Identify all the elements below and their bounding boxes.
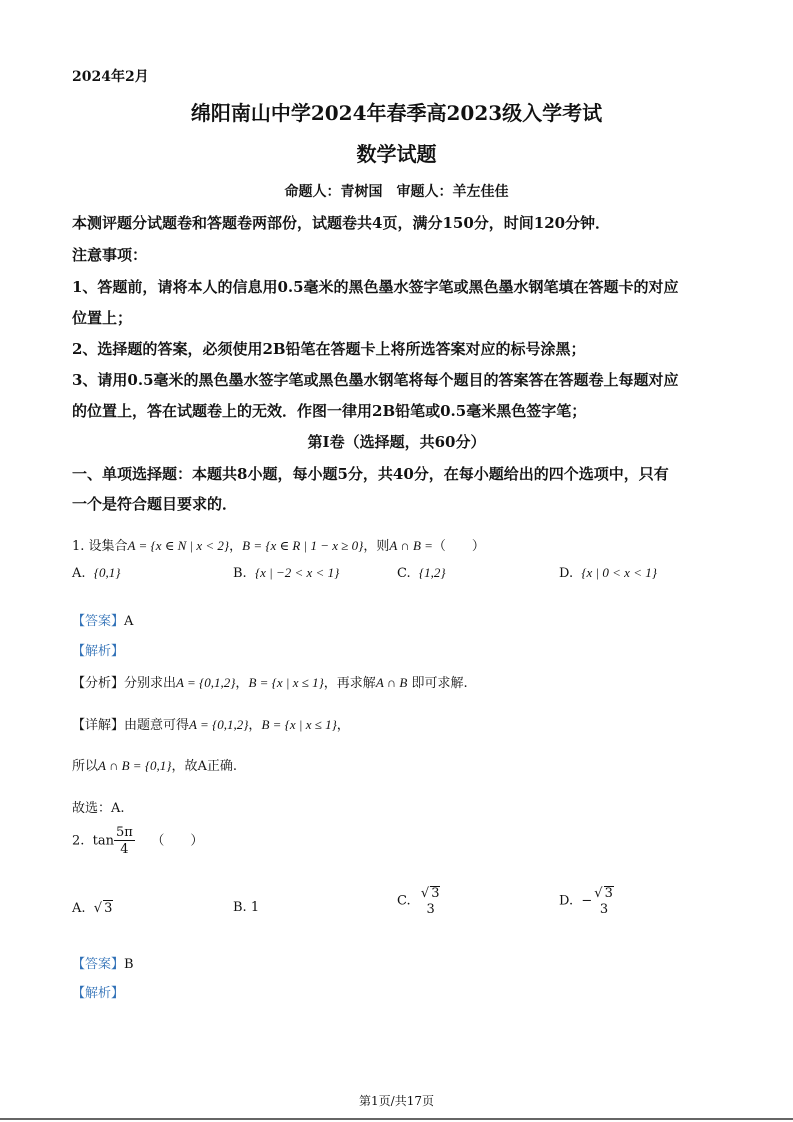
option-label: C.: [397, 893, 411, 909]
fraction-denominator: 4: [120, 842, 129, 857]
fenxi-expression: A ∩ B: [375, 675, 408, 690]
question-2-option-b: [233, 900, 259, 915]
notice-title: 注意事项：: [72, 246, 148, 264]
question-2-option-a: [72, 900, 113, 916]
separator: ，: [235, 676, 249, 691]
radicand: 3: [104, 901, 113, 916]
notice-3-line-2: 的位置上，答在试题卷上的无效．作图一律用2B铅笔或0.5毫米黑色签字笔；: [72, 402, 587, 420]
option-label: C.: [397, 566, 411, 581]
question-1-choose: 故选：A.: [72, 801, 125, 816]
minus-sign: −: [581, 893, 593, 909]
set-b-definition: B = {x ∈ R | 1 − x ≥ 0}: [242, 538, 364, 553]
page-bottom-divider: [0, 1118, 793, 1120]
xiangjie-set-b: B = {x | x ≤ 1}: [261, 717, 337, 732]
sqrt-sign: √: [93, 901, 103, 916]
option-text: {1,2}: [418, 565, 446, 580]
xiangjie-text: 由题意可得: [124, 718, 190, 733]
notice-1-line-1: 1、答题前，请将本人的信息用0.5毫米的黑色墨水签字笔或黑色墨水钢笔填在答题卡的对应: [72, 278, 679, 296]
question-2-answer: [72, 953, 134, 972]
option-label: B.: [233, 566, 247, 581]
fenxi-text: 分别求出: [124, 676, 177, 691]
so-expression: A ∩ B = {0,1}: [98, 758, 172, 773]
answer-blank: （ ）: [432, 539, 485, 554]
answer-value: A: [124, 614, 134, 629]
question-1-xiangjie: [72, 714, 350, 733]
fraction-sqrt3-over-3: [592, 886, 616, 916]
exam-date: 2024年2月: [72, 69, 149, 85]
question-1-answer: [72, 610, 133, 629]
section-instruction-line-1: 一、单项选择题：本题共8小题，每小题5分，共40分，在每小题给出的四个选项中，只有: [72, 465, 669, 483]
notice-1-line-2: 位置上；: [72, 309, 133, 327]
answer-tag: 【答案】: [72, 614, 125, 629]
fraction-denominator: 3: [599, 902, 609, 917]
intersection-expression: A ∩ B =: [389, 538, 433, 553]
separator: ，: [229, 539, 243, 554]
separator: ，: [248, 718, 262, 733]
sqrt-sign: √: [420, 886, 430, 901]
question-1-option-b: [233, 565, 339, 581]
tan-function: tan: [92, 833, 115, 849]
radicand: 3: [431, 886, 440, 901]
fenxi-set-a: A = {0,1,2}: [176, 675, 236, 690]
option-label: D.: [559, 566, 574, 581]
question-1-option-c: [397, 565, 446, 581]
separator: ，: [336, 718, 350, 733]
fraction-denominator: 3: [426, 902, 435, 917]
question-2-option-d: [559, 886, 616, 916]
question-2-stem: [72, 826, 203, 856]
fraction-numerator: [419, 886, 443, 901]
question-1-analysis-tag: 【解析】: [72, 644, 125, 659]
notice-2: 2、选择题的答案，必须使用2B铅笔在答题卡上将所选答案对应的标号涂黑；: [72, 340, 586, 358]
option-label: A.: [72, 901, 86, 916]
question-1-option-d: [559, 565, 657, 581]
fraction-5pi-over-4: [114, 826, 135, 856]
question-2-number: 2.: [72, 833, 85, 849]
fenxi-text: ，再求解: [323, 676, 376, 691]
answer-tag: 【答案】: [72, 957, 125, 972]
fraction-numerator: 5π: [116, 825, 133, 840]
xiangjie-tag: 【详解】: [72, 718, 125, 733]
exam-authors: 命题人：青树国 审题人：羊左佳佳: [284, 184, 509, 200]
notice-3-line-1: 3、请用0.5毫米的黑色墨水签字笔或黑色墨水钢笔将每个题目的答案答在答题卷上每题对应: [72, 371, 679, 389]
fenxi-text: 即可求解.: [407, 676, 468, 691]
option-label: A.: [72, 566, 86, 581]
so-end: ，故A正确.: [171, 759, 238, 774]
fenxi-tag: 【分析】: [72, 676, 125, 691]
fenxi-set-b: B = {x | x ≤ 1}: [248, 675, 324, 690]
option-text: 1: [250, 900, 260, 915]
radicand: 3: [604, 886, 613, 901]
fraction-sqrt3-over-3: [419, 886, 443, 916]
answer-blank: （ ）: [151, 833, 204, 849]
section-title: 第Ⅰ卷（选择题，共60分）: [307, 433, 486, 451]
exam-subtitle: 数学试题: [356, 142, 437, 166]
answer-value: B: [124, 957, 134, 972]
option-label: D.: [559, 893, 574, 909]
question-1-fenxi: [72, 672, 468, 691]
set-a-definition: A = {x ∈ N | x < 2}: [127, 538, 230, 553]
question-2-option-c: [397, 886, 442, 916]
fraction-numerator: [592, 886, 616, 901]
question-1-option-a: [72, 565, 120, 581]
option-text: {x | 0 < x < 1}: [581, 565, 657, 580]
xiangjie-set-a: A = {0,1,2}: [189, 717, 249, 732]
question-1-stem: [72, 535, 485, 554]
section-instruction-line-2: 一个是符合题目要求的．: [72, 495, 238, 513]
question-1-conclusion: [72, 755, 237, 774]
question-1-number: 1. 设集合: [72, 539, 128, 554]
exam-title: 绵阳南山中学2024年春季高2023级入学考试: [190, 101, 603, 125]
page-footer: 第1页/共17页: [359, 1094, 434, 1108]
intro-description: 本测评题分试题卷和答题卷两部份，试题卷共4页，满分150分，时间120分钟．: [72, 214, 611, 232]
option-label: B.: [233, 900, 247, 915]
then-text: ，则: [363, 539, 390, 554]
option-text: {0,1}: [93, 565, 121, 580]
option-text: {x | −2 < x < 1}: [254, 565, 340, 580]
question-2-analysis-tag: 【解析】: [72, 986, 125, 1001]
so-text: 所以: [72, 759, 99, 774]
sqrt-sign: √: [594, 886, 603, 901]
